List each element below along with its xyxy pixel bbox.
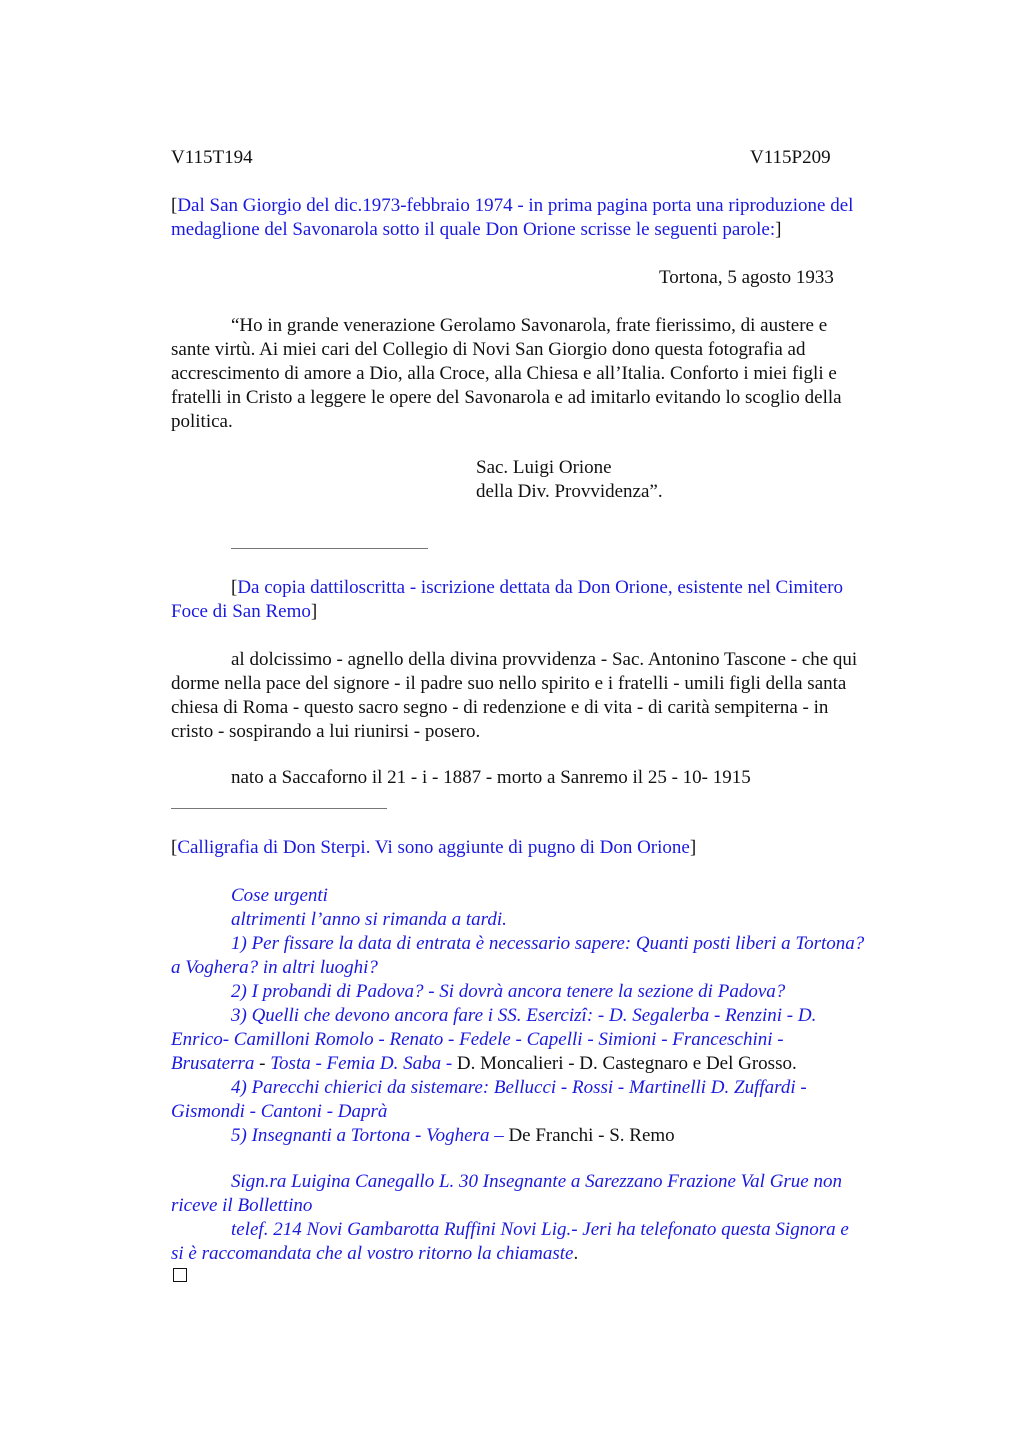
signature-line-1: Sac. Luigi Orione — [476, 457, 612, 478]
section1-note-text-2: medaglione del Savonarola sotto il quale Don Orione scrisse le seguenti parole: — [171, 219, 776, 240]
urgent-line-11 — [231, 1124, 675, 1148]
urgent-line-15-part-b: . — [573, 1243, 579, 1264]
quote-line-3: accrescimento di amore a Dio, alla Croce, alla Chiesa e all’Italia. Conforto i miei figli e — [171, 363, 837, 384]
urgent-line-8 — [171, 1052, 797, 1076]
section2-note-text-2: Foce di San Remo — [171, 601, 311, 622]
urgent-line-11-part-b: De Franchi - S. Remo — [508, 1125, 675, 1146]
urgent-line-8-part-c: Tosta - Femia D. Saba - — [270, 1053, 457, 1074]
quote-line-4: fratelli in Cristo a leggere le opere del Savonarola e ad imitarlo evitando lo scoglio della — [171, 387, 842, 408]
urgent-line-15-part-a: si è raccomandata che al vostro ritorno la chiamaste — [171, 1243, 574, 1264]
separator-rule-1 — [231, 548, 428, 549]
section2-note-line-1: [Da copia dattiloscritta - iscrizione dettata da Don Orione, esistente nel Cimitero — [231, 577, 844, 598]
urgent-line-3: 1) Per fissare la data di entrata è necessario sapere: Quanti posti liberi a Tortona? — [231, 933, 865, 954]
section2-note-line-2: Foce di San Remo] — [171, 601, 318, 622]
urgent-line-7: Enrico- Camilloni Romolo - Renato - Fedele - Capelli - Simioni - Franceschini - — [171, 1029, 784, 1050]
urgent-line-13: riceve il Bollettino — [171, 1195, 313, 1216]
place-date: Tortona, 5 agosto 1933 — [659, 267, 834, 288]
urgent-line-4: a Voghera? in altri luoghi? — [171, 957, 378, 978]
urgent-line-12: Sign.ra Luigina Canegallo L. 30 Insegnante a Sarezzano Frazione Val Grue non — [231, 1171, 842, 1192]
urgent-line-10: Gismondi - Cantoni - Daprà — [171, 1101, 388, 1122]
epitaph-line-3: chiesa di Roma - questo sacro segno - di redenzione e di vita - di carità sempiterna - in — [171, 697, 829, 718]
section3-note: [Calligrafia di Don Sterpi. Vi sono aggiunte di pugno di Don Orione] — [171, 837, 697, 858]
urgent-line-1: Cose urgenti — [231, 885, 328, 906]
urgent-line-14: telef. 214 Novi Gambarotta Ruffini Novi Lig.- Jeri ha telefonato questa Signora e — [231, 1219, 849, 1240]
section3-note-text: Calligrafia di Don Sterpi. Vi sono aggiunte di pugno di Don Orione — [177, 837, 690, 858]
urgent-line-8-part-b: - — [254, 1053, 271, 1074]
section1-note-text-1: Dal San Giorgio del dic.1973-febbraio 1974 - in prima pagina porta una riproduzione del — [177, 195, 854, 216]
separator-rule-2 — [171, 808, 387, 809]
section1-note-line-1: [Dal San Giorgio del dic.1973-febbraio 1974 - in prima pagina porta una riproduzione del — [171, 195, 854, 216]
epitaph-line-4: cristo - sospirando a lui riunirsi - posero. — [171, 721, 481, 742]
checkbox-square-icon — [173, 1268, 187, 1282]
urgent-line-8-part-a: Brusaterra — [171, 1053, 255, 1074]
header-left-code: V115T194 — [171, 147, 253, 168]
quote-line-2: sante virtù. Ai miei cari del Collegio di Novi San Giorgio dono questa fotografia ad — [171, 339, 806, 360]
epitaph-dates: nato a Saccaforno il 21 - i - 1887 - morto a Sanremo il 25 - 10- 1915 — [231, 767, 751, 788]
urgent-line-2: altrimenti l’anno si rimanda a tardi. — [231, 909, 507, 930]
section2-note-text-1: Da copia dattiloscritta - iscrizione dettata da Don Orione, esistente nel Cimitero — [237, 577, 844, 598]
quote-line-5: politica. — [171, 411, 233, 432]
urgent-line-6: 3) Quelli che devono ancora fare i SS. Esercizî: - D. Segalerba - Renzini - D. — [231, 1005, 817, 1026]
quote-line-1: “Ho in grande venerazione Gerolamo Savonarola, frate fierissimo, di austere e — [231, 315, 828, 336]
header-right-code: V115P209 — [750, 147, 831, 168]
epitaph-line-2: dorme nella pace del signore - il padre suo nello spirito e i fratelli - umili figli della santa — [171, 673, 847, 694]
section1-note-line-2: medaglione del Savonarola sotto il quale Don Orione scrisse le seguenti parole:] — [171, 219, 782, 240]
signature-line-2: della Div. Provvidenza”. — [476, 481, 663, 502]
urgent-line-15 — [171, 1242, 578, 1266]
epitaph-line-1: al dolcissimo - agnello della divina provvidenza - Sac. Antonino Tascone - che qui — [231, 649, 858, 670]
urgent-line-9: 4) Parecchi chierici da sistemare: Bellucci - Rossi - Martinelli D. Zuffardi - — [231, 1077, 807, 1098]
urgent-line-11-part-a: 5) Insegnanti a Tortona - Voghera – — [231, 1125, 509, 1146]
urgent-line-5: 2) I probandi di Padova? - Si dovrà ancora tenere la sezione di Padova? — [231, 981, 786, 1002]
urgent-line-8-part-d: D. Moncalieri - D. Castegnaro e Del Grosso. — [456, 1053, 797, 1074]
